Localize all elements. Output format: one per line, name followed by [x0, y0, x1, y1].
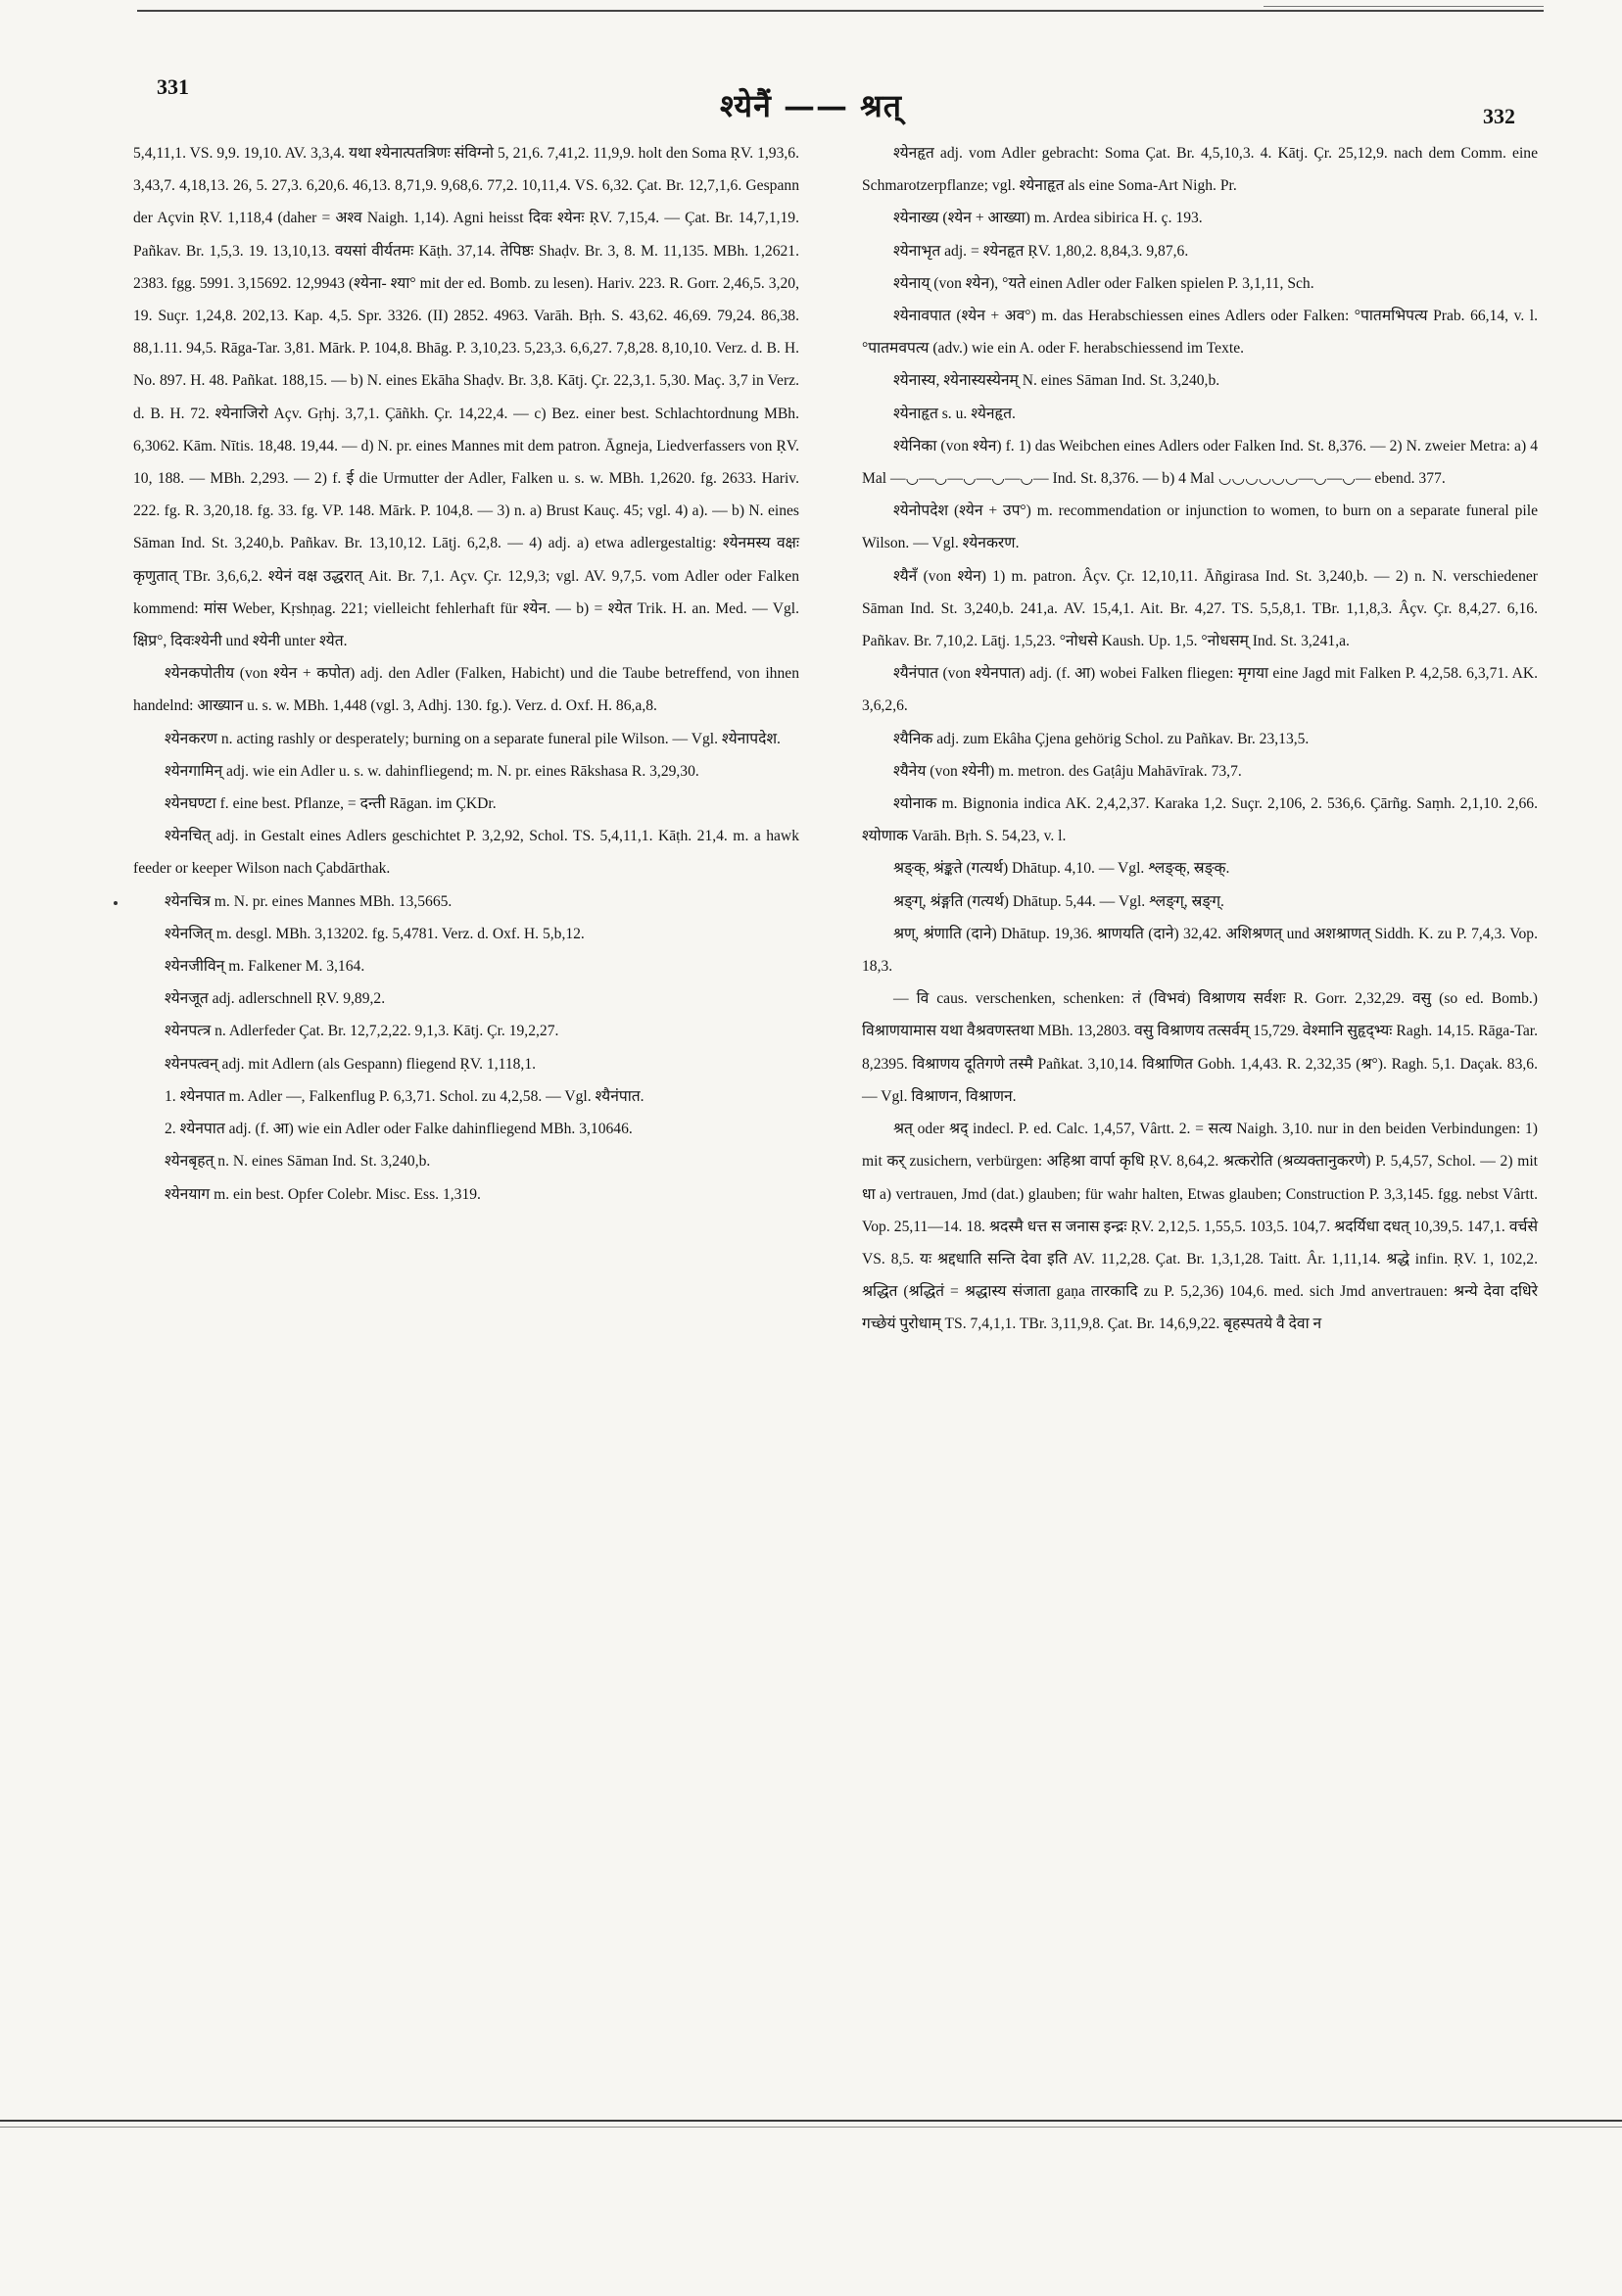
left-column [133, 137, 799, 1211]
entry-paragraph: श्येनजीविन् m. Falkener M. 3,164. [165, 958, 365, 976]
entry-paragraph: श्येनकपोतीय (von श्येन + कपोत) adj. den Adler (Falken, Habicht) und die Taube betreffend, von ihnen handelnd: आख्यान u. s. w. MBh. 1,448 (vgl. 3, Adhj. 130. fg.). Verz. d. Oxf. H. 86,a,8. [133, 665, 799, 715]
entry-paragraph: श्येनिका (von श्येन) f. 1) das Weibchen eines Adlers oder Falken Ind. St. 8,376. — 2) N. zweier Metra: a) 4 Mal —◡—◡—◡—◡—◡— Ind. St. 8,376. — b) 4 Mal ◡◡◡◡◡◡—◡—◡— ebend. 377. [862, 437, 1538, 488]
entry-paragraph: श्येनयाग m. ein best. Opfer Colebr. Misc. Ess. 1,319. [165, 1185, 481, 1203]
entry-paragraph: श्येनचित् adj. in Gestalt eines Adlers geschichtet P. 3,2,92, Schol. TS. 5,4,11,1. Kāṭh. 21,4. m. a hawk feeder or keeper Wilson nach Çabdārthak. [133, 828, 799, 878]
entry-paragraph: श्यैनँ (von श्येन) 1) m. patron. Âçv. Çr. 12,10,11. Āñgirasa Ind. St. 3,240,b. — 2) n. N. verschiedener Sāman Ind. St. 3,240,b. 241,a. AV. 15,4,1. Ait. Br. 4,27. TS. 5,5,8,1. TBr. 1,1,8,3. Âçv. Çr. 8,4,27. 6,16. Pañkav. Br. 7,10,2. Lāṭj. 1,5,23. °नोधसे Kaush. Up. 1,5. °नोधसम् Ind. St. 3,241,a. [862, 567, 1538, 650]
entry-paragraph: श्येनजूत adj. adlerschnell ṚV. 9,89,2. [165, 990, 386, 1008]
entry-paragraph: श्येनास्य, श्येनास्यस्येनम् N. eines Sāman Ind. St. 3,240,b. [893, 372, 1220, 390]
bottom-rule-secondary [0, 2127, 1622, 2128]
page-header [0, 59, 1622, 137]
entry-paragraph: श्यैनेय (von श्येनी) m. metron. des Gaṭâju Mahāvīrak. 73,7. [893, 762, 1242, 780]
entry-paragraph: श्येनजित् m. desgl. MBh. 3,13202. fg. 5,4781. Verz. d. Oxf. H. 5,b,12. [165, 925, 585, 942]
entry-paragraph: श्येनोपदेश (श्येन + उप°) m. recommendation or injunction to women, to burn on a separate funeral pile Wilson. — Vgl. श्येनकरण. [862, 502, 1538, 552]
entry-paragraph: श्येनपत्त्र n. Adlerfeder Çat. Br. 12,7,2,22. 9,1,3. Kātj. Çr. 19,2,27. [165, 1023, 559, 1040]
right-column [862, 137, 1538, 1341]
entry-paragraph: — वि caus. verschenken, schenken: तं (विभवं) विश्राणय सर्वशः R. Gorr. 2,32,29. वसु (so ed. Bomb.) विश्राणयामास यथा वैश्रवणस्तथा MBh. 13,2803. वसु विश्राणय तत्सर्वम् 15,729. वेश्मानि सुहृद्भ्यः Ragh. 14,15. Rāga-Tar. 8,2395. विश्राणय दूतिगणे तस्मै Pañkat. 3,10,14. विश्राणित Gobh. 1,4,43. R. 2,32,35 (श्र°). Ragh. 5,1. Daçak. 83,6. — Vgl. विश्राणन, विश्राणन. [862, 990, 1538, 1105]
entry-paragraph: 1. श्येनपात m. Adler —, Falkenflug P. 6,3,71. Schol. zu 4,2,58. — Vgl. श्यैनंपात. [165, 1087, 644, 1105]
entry-paragraph: श्येनाहृत s. u. श्येनहृत. [893, 405, 1016, 422]
entry-paragraph: श्येनहृत adj. vom Adler gebracht: Soma Çat. Br. 4,5,10,3. 4. Kātj. Çr. 25,12,9. nach dem Comm. eine Schmarotzerpflanze; vgl. श्येनाहृत als eine Soma-Art Nigh. Pr. [862, 145, 1538, 195]
margin-dot [114, 901, 118, 905]
entry-paragraph: श्रण्, श्रंणाति (दाने) Dhātup. 19,36. श्राणयति (दाने) 32,42. अशिश्रणत् und अशश्राणत् Siddh. K. zu P. 7,4,3. Vop. 18,3. [862, 925, 1538, 976]
entry-paragraph: श्येनगामिन् adj. wie ein Adler u. s. w. dahinfliegend; m. N. pr. eines Rākshasa R. 3,29,30. [165, 762, 699, 780]
entry-paragraph: श्यैनिक adj. zum Ekâha Çjena gehörig Schol. zu Pañkav. Br. 23,13,5. [893, 730, 1310, 747]
entry-paragraph: श्रङ्क्, श्रंङ्कते (गत्यर्थ) Dhātup. 4,10. — Vgl. श्लङ्क्, स्रङ्क्. [893, 860, 1230, 878]
entry-paragraph: 2. श्येनपात adj. (f. आ) wie ein Adler oder Falke dahinfliegend MBh. 3,10646. [165, 1121, 633, 1138]
running-head: श्येनैं —— श्रत् [719, 87, 903, 124]
entry-paragraph: श्येनघण्टा f. eine best. Pflanze, = दन्ती Rāgan. im ÇKDr. [165, 795, 497, 813]
entry-paragraph: श्येनचित्र m. N. pr. eines Mannes MBh. 13,5665. [165, 892, 453, 910]
top-rule [137, 10, 1544, 12]
entry-paragraph: श्रत् oder श्रद् indecl. P. ed. Calc. 1,4,57, Vârtt. 2. = सत्य Naigh. 3,10. nur in den beiden Verbindungen: 1) mit कर् zusichern, verbürgen: अहिश्रा वार्पा कृधि ṚV. 8,64,2. श्रत्करोति (श्रव्यक्तानुकरणे) P. 5,4,57, Schol. — 2) mit धा a) vertrauen, Jmd (dat.) glauben; für wahr halten, Etwas glauben; Construction P. 3,3,145. fgg. nebst Vârtt. Vop. 25,11—14. 18. श्रदस्मै धत्त स जनास इन्द्रः ṚV. 2,12,5. 1,55,5. 103,5. 104,7. श्रदर्यिधा दधत् 10,39,5. 147,1. वर्चसे VS. 8,5. यः श्रद्दधाति सन्ति देवा इति AV. 11,2,28. Çat. Br. 1,3,1,28. Taitt. Âr. 1,11,14. श्रद्धे infin. ṚV. 1, 102,2. श्रद्धित (श्रद्धितं = श्रद्धास्य संजाता gaṇa तारकादि zu P. 5,2,36) 104,6. med. sich Jmd anvertrauen: श्रन्ये देवा दधिरे गच्छेयं पुरोधाम् TS. 7,4,1,1. TBr. 3,11,9,8. Çat. Br. 14,6,9,22. बृहस्पतये वै देवा न [862, 1121, 1538, 1333]
bottom-rule [0, 2120, 1622, 2122]
entry-paragraph: श्येनावपात (श्येन + अव°) m. das Herabschiessen eines Adlers oder Falken: °पातमभिपत्य Prab. 66,14, v. l. °पातमवपत्य (adv.) wie ein A. oder F. herabschiessend im Texte. [862, 308, 1538, 358]
entry-paragraph: श्रङ्ग्, श्रंङ्गति (गत्यर्थ) Dhātup. 5,44. — Vgl. श्लङ्ग्, स्रङ्ग्. [893, 892, 1224, 910]
entry-paragraph: श्येनाभृत adj. = श्येनहृत ṚV. 1,80,2. 8,84,3. 9,87,6. [893, 242, 1189, 260]
entry-paragraph: श्यैनंपात (von श्येनपात) adj. (f. आ) wobei Falken fliegen: मृगया eine Jagd mit Falken P. 4,2,58. 6,3,71. AK. 3,6,2,6. [862, 665, 1538, 715]
entry-paragraph: श्येनाख्य (श्येन + आख्या) m. Ardea sibirica H. ç. 193. [893, 210, 1203, 227]
page-number-left: 331 [157, 74, 189, 99]
entry-paragraph: श्येनबृहत् n. N. eines Sāman Ind. St. 3,240,b. [165, 1153, 431, 1171]
page-number-right: 332 [1483, 104, 1515, 128]
entry-paragraph: श्येनकरण n. acting rashly or desperately; burning on a separate funeral pile Wilson. — Vgl. श्येनापदेश. [165, 730, 781, 747]
entry-paragraph: श्येनपत्वन् adj. mit Adlern (als Gespann) fliegend ṚV. 1,118,1. [165, 1055, 537, 1073]
entry-paragraph: श्योनाक m. Bignonia indica AK. 2,4,2,37. Karaka 1,2. Suçr. 2,106, 2. 536,6. Çārñg. Saṃh. 2,1,10. 2,66. श्योणाक Varāh. Bṛh. S. 54,23, v. l. [862, 795, 1538, 845]
entry-paragraph: श्येनाय् (von श्येन), °यते einen Adler oder Falken spielen P. 3,1,11, Sch. [893, 274, 1314, 292]
entry-paragraph: 5,4,11,1. VS. 9,9. 19,10. AV. 3,3,4. यथा श्येनात्पतत्रिणः संविग्नो 5, 21,6. 7,41,2. 11,9,9. holt den Soma ṚV. 1,93,6. 3,43,7. 4,18,13. 26, 5. 27,3. 6,20,6. 46,13. 8,71,9. 9,68,6. 77,2. 10,11,4. VS. 6,32. Çat. Br. 12,7,1,6. Gespann der Açvin ṚV. 1,118,4 (daher = अश्व Naigh. 1,14). Agni heisst दिवः श्येनः ṚV. 7,15,4. — Çat. Br. 14,7,1,19. Pañkav. Br. 1,5,3. 19. 13,10,13. वयसां वीर्यतमः Kāṭh. 37,14. तेपिष्ठः Shaḍv. Br. 3, 8. M. 11,135. MBh. 1,2621. 2383. fgg. 5991. 3,15692. 12,9943 (श्येना- श्या° mit der ed. Bomb. zu lesen). Hariv. 223. R. Gorr. 2,46,5. 3,20, 19. Suçr. 1,24,8. 202,13. Kap. 4,5. Spr. 3326. (II) 2852. 4963. Varāh. Bṛh. S. 43,62. 46,69. 79,24. 86,38. 88,1.11. 94,5. Rāga-Tar. 3,81. Mārk. P. 104,8. Bhāg. P. 3,10,23. 5,23,3. 6,6,27. 7,8,28. 8,10,10. Verz. d. B. H. No. 897. H. 48. Pañkat. 188,15. — b) N. eines Ekāha Shaḍv. Br. 3,8. Kātj. Çr. 22,3,1. 5,30. Maç. 3,7 in Verz. d. B. H. 72. श्येनाजिरो Açv. Gṛhj. 3,7,1. Çāñkh. Çr. 14,22,4. — c) Bez. einer best. Schlachtordnung MBh. 6,3062. Kām. Nītis. 18,48. 19,44. — d) N. pr. eines Mannes mit dem patron. Āgneja, Liedverfassers von ṚV. 10, 188. — MBh. 2,293. — 2) f. ई die Urmutter der Adler, Falken u. s. w. MBh. 1,2620. fg. 2633. Hariv. 222. fg. R. 3,20,18. fg. 33. fg. VP. 148. Mārk. P. 104,8. — 3) n. a) Brust Kauç. 45; vgl. 4) a). — b) N. eines Sāman Ind. St. 3,240,b. Pañkav. Br. 13,10,12. Lāṭj. 6,2,8. — 4) adj. a) etwa adlergestaltig: श्येनमस्य वक्षः कृणुतात् TBr. 3,6,6,2. श्येनं वक्ष उद्धरात् Ait. Br. 7,1. Açv. Çr. 12,9,3; vgl. AV. 9,7,5. vom Adler oder Falken kommend: मांस Weber, Kṛshṇag. 221; vielleicht fehlerhaft für श्येन. — b) = श्येत Trik. H. an. Med. — Vgl. क्षिप्र°, दिवःश्येनी und श्येनी unter श्येत. [133, 145, 799, 650]
